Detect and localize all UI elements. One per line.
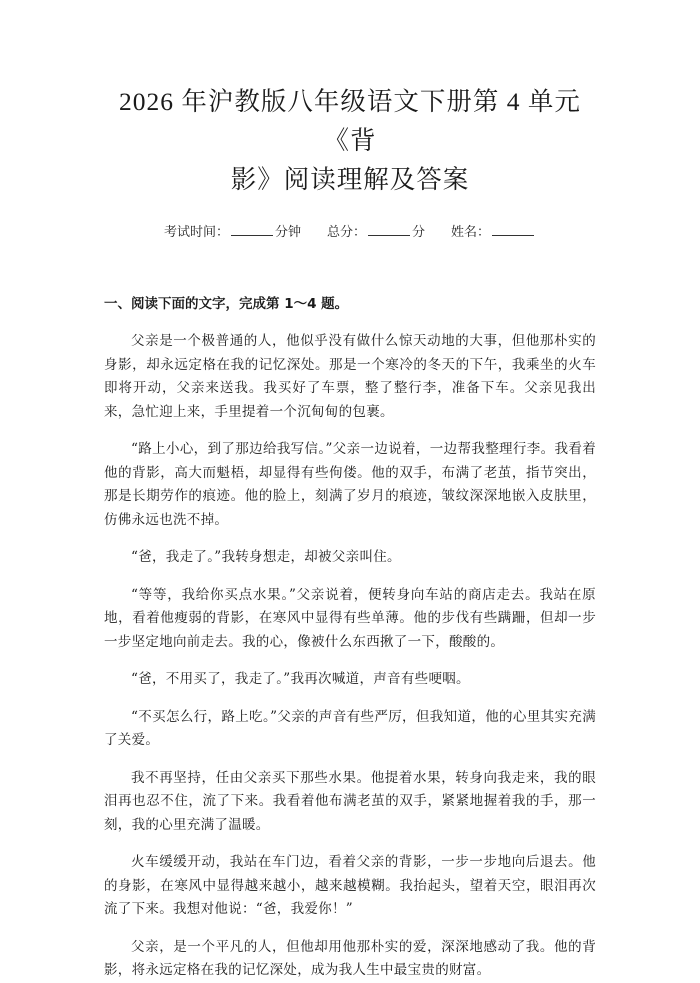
- passage-paragraph: 父亲是一个极普通的人，他似乎没有做什么惊天动地的大事，但他那朴实的身影，却永远定格在我的记忆深处。那是一个寒冷的冬天的下午，我乘坐的火车即将开动，父亲来送我。我买好了车票，整了整行李，准备下车。父亲见我出来，急忙迎上来，手里提着一个沉甸甸的包裹。: [104, 333, 596, 420]
- exam-time-label: 考试时间：: [163, 225, 229, 240]
- passage-paragraph: “爸，不用买了，我走了。”我再次喊道，声音有些哽咽。: [131, 671, 470, 687]
- passage-paragraph: “路上小心，到了那边给我写信。”父亲一边说着，一边帮我整理行李。我看着他的背影，高大而魁梧，却显得有些佝偻。他的双手，布满了老茧，指节突出，那是长期劳作的痕迹。他的脸上，刻满了岁月的痕迹，皱纹深深地嵌入皮肤里，仿佛永远也洗不掉。: [104, 441, 596, 528]
- student-name-field: [451, 221, 536, 240]
- passage-paragraph: 我不再坚持，任由父亲买下那些水果。他提着水果，转身向我走来，我的眼泪再也忍不住，流了下来。我看着他布满老茧的双手，紧紧地握着我的手，那一刻，我的心里充满了温暖。: [104, 769, 596, 833]
- document-title: [104, 82, 596, 199]
- reading-passage: [104, 330, 596, 983]
- total-score-unit: 分: [412, 225, 426, 240]
- exam-time-blank: [231, 224, 273, 236]
- student-name-blank: [492, 224, 534, 236]
- title-line-1: 2026 年沪教版八年级语文下册第 4 单元《背: [119, 87, 581, 155]
- exam-info-row: [104, 221, 596, 240]
- section-heading: 一、阅读下面的文字，完成第 1～4 题。: [104, 296, 349, 312]
- total-score-field: [327, 221, 425, 240]
- passage-paragraph: 火车缓缓开动，我站在车门边，看着父亲的背影，一步一步地向后退去。他的身影，在寒风中显得越来越小，越来越模糊。我抬起头，望着天空，眼泪再次流了下来。我想对他说：“爸，我爱你！”: [104, 854, 596, 917]
- title-line-2: 影》阅读理解及答案: [230, 165, 470, 194]
- exam-time-field: [164, 221, 301, 240]
- total-score-blank: [368, 224, 410, 236]
- passage-paragraph: “不买怎么行，路上吃。”父亲的声音有些严厉，但我知道，他的心里其实充满了关爱。: [104, 708, 596, 748]
- exam-time-unit: 分钟: [274, 225, 301, 240]
- passage-paragraph: “等等，我给你买点水果。”父亲说着，便转身向车站的商店走去。我站在原地，看着他瘦弱的背影，在寒风中显得有些单薄。他的步伐有些蹒跚，但却一步一步坚定地向前走去。我的心，像被什么东西揪了一下，酸酸的。: [104, 586, 596, 650]
- passage-paragraph: “爸，我走了。”我转身想走，却被父亲叫住。: [131, 549, 401, 565]
- passage-paragraph: 父亲，是一个平凡的人，但他却用他那朴实的爱，深深地感动了我。他的背影，将永远定格在我的记忆深处，成为我人生中最宝贵的财富。: [104, 938, 596, 978]
- student-name-label: 姓名：: [451, 225, 491, 240]
- total-score-label: 总分：: [326, 225, 366, 240]
